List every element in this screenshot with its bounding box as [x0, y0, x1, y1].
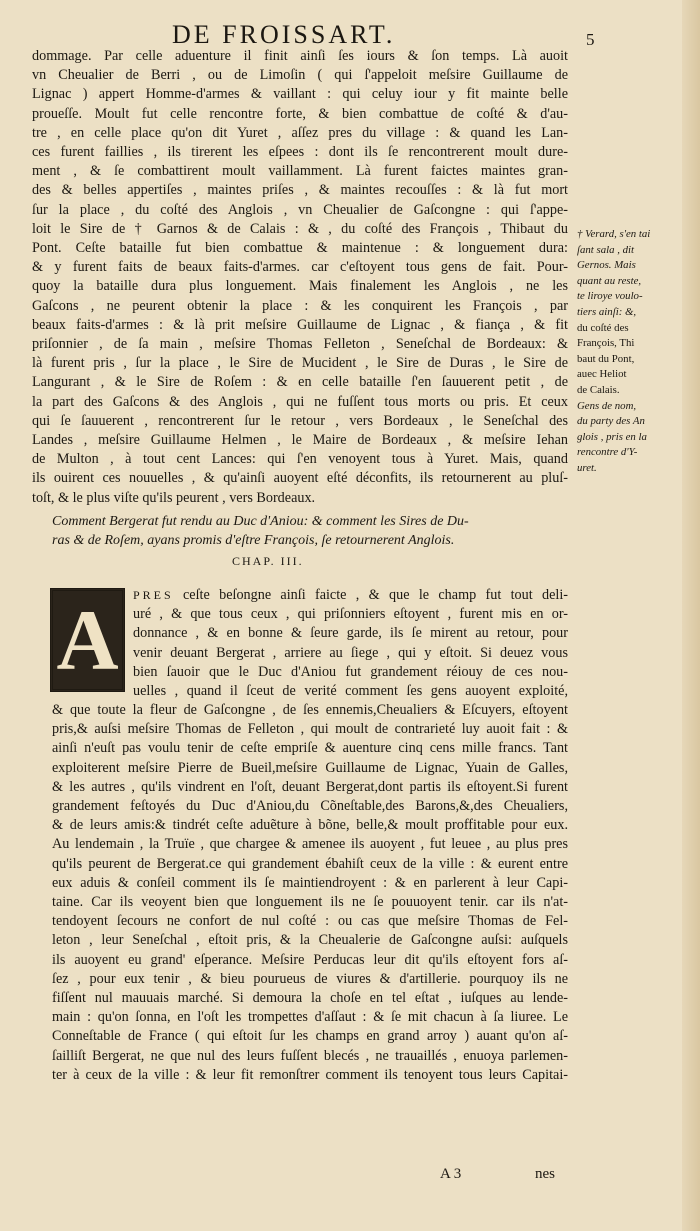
text-line: là furent pris , ſur la place , le Sire de Mucident , le Sire de Duras , le Sire de — [32, 355, 568, 372]
margin-note-line: du coſté des — [577, 321, 629, 334]
text-line: quoy la bataille dura plus longuement. Mais finalement les Anglois , ne les — [32, 278, 568, 295]
text-line: bien ſauoir que le Duc d'Aniou fut grandement réiouy de ces nou- — [133, 663, 568, 680]
text-line: & de leurs amis:& tindrét ceſte aduẽture à bõne, belle,& moult proffitable pour eux. — [52, 817, 568, 834]
text-line: tre , en celle place qu'on dit Yuret , aſſez pres du village : & quand les Lan- — [32, 124, 568, 141]
margin-note-line: quant au reste, — [577, 274, 642, 287]
text-line: & que toute la fleur de Gaſcongne , de ſes ennemis,Cheualiers & Eſcuyers, eſtoyent — [52, 702, 568, 718]
opening-word: PRES — [133, 588, 174, 602]
text-line: de Multon , à tout cent Lances: qui ſ'en venoyent tous à Yuret. Mais, quand — [32, 451, 568, 468]
margin-note — [577, 227, 687, 477]
text-line: beaux faits-d'armes : & là prit meſsire Guillaume de Lignac , & fiança , & fit — [32, 316, 568, 333]
text-line: ils ouirent ces nouuelles , & qu'ainſi auoyent eſté déconfits, ils retournerent au pluſ- — [32, 470, 568, 487]
text-line: venir deuant Bergerat , arriere au ſiege , qui y eſtoit. Si deuez vous — [133, 644, 568, 661]
chapter-heading — [52, 512, 572, 550]
text-line: toſt, & le plus viſte qu'ils peurent , vers Bordeaux. — [32, 489, 316, 506]
margin-note-line: te liroye voulo- — [577, 290, 643, 303]
margin-note-line: † Verard, s'en tai — [577, 228, 651, 240]
chapter-title-line: Comment Bergerat fut rendu au Duc d'Aniou: & comment les Sires de Du- — [52, 514, 469, 529]
margin-note-line: baut du Pont, — [577, 352, 635, 365]
text-line: ment , & ſe combattirent moult vaillamment. Là furent faictes maintes gran- — [32, 163, 568, 180]
text-line: ſailliſt Bergerat, ne que nul des leurs fuſſent bleсés , ne trauaillés , enuoya parlemen- — [52, 1047, 568, 1064]
decorated-initial — [50, 588, 125, 692]
text-line: vn Cheualier de Berri , ou de Limoſin ( qui ſ'appeloit meſsire Guillaume de — [32, 67, 568, 84]
text-line: fiſſent nul mauuais marché. Si demoura la choſe en tel eſtat , iuſques au lende- — [52, 990, 568, 1007]
text-line: exploiterent meſsire Pierre de Bueil,meſsire Guillaume de Lignac, Yuain de Galles, — [52, 759, 568, 776]
margin-note-line: Gens de nom, — [577, 399, 637, 412]
text-line: qui ſe ſauuerent , rencontrerent ſur le retour , vers Bordeaux , le Seneſchal des — [32, 412, 568, 429]
margin-note-line: Gernos. Mais — [577, 259, 636, 272]
text-line: donnance , & en bonne & ſeure garde, ils ſe mirent au retour, pour — [133, 625, 568, 642]
text-line: loit le Sire de † Garnos & de Calais : & , du coſté des François , Thibaut du — [32, 220, 568, 237]
text-line: & y furent faits de beaux faits-d'armes. car c'eſtoyent tous gens de fait. Pour- — [32, 259, 568, 276]
text-line: pris,& auſsi meſsire Thomas de Felleton , qui moult de contrarieté luy auoit fait : & — [52, 721, 568, 738]
text-line: qu'ils peurent de Bergerat.ce qui grandement ébahiſt ceux de la ville : & eurent entre — [52, 855, 568, 872]
line-text: ceſte beſongne ainſi faicte , & que le champ fut tout deli- — [173, 587, 568, 603]
text-line: uelles , quand il ſceut de verité comment ſes gens auoyent exploité, — [133, 683, 568, 700]
margin-note-line: du party des An — [577, 415, 645, 428]
text-line: Pont. Ceſte bataille fut bien combattue & maintenue : & longuement dura: — [32, 240, 568, 257]
page-number: 5 — [586, 30, 595, 49]
text-line: & les autres , qu'ils vindrent en l'oſt, deuant Bergerat,dont partis ils eſtoyent.Si furent — [52, 778, 568, 795]
chapter-title-line: ras & de Roſem, ayans promis d'eſtre François, ſe retournerent Anglois. — [52, 533, 455, 548]
margin-note-line: François, Thi — [577, 337, 635, 350]
text-line — [133, 586, 568, 605]
text-line: ces furent faillies , ils tirerent les eſpees : dont ils ſe rencontrerent moult dure- — [32, 144, 568, 161]
running-head: DE FROISSART. — [172, 20, 396, 49]
paragraph-2-beside-initial — [133, 586, 568, 701]
text-line: dommage. Par celle aduenture il finit ainſi ſes iours & ſon temps. Là auoit — [32, 48, 568, 64]
text-line: tendoyent ſecours ne confort de nul coſté : ou cas que meſsire Thomas de Fel- — [52, 913, 568, 930]
text-line: main : qu'on ſonna, en l'oſt les trompettes d'aſſaut : & ſe mit chacun à ſa liuree. Le — [52, 1009, 568, 1026]
text-line: priſonnier , de ſa main , meſsire Thomas Felleton , Seneſchal de Bordeaux: & — [32, 336, 568, 353]
margin-note-line: glois , pris en la — [577, 430, 647, 443]
text-line: proueſſe. Moult fut celle rencontre forte, & bien combattue de coſté & d'au- — [32, 105, 568, 122]
text-line: Langurant , & le Sire de Roſem : & en celle bataille ſ'en ſauuerent petit , de — [32, 374, 568, 391]
text-line: ter à ceux de la ville : & leur fit remonſtrer comment ils tenoyent tous leurs Capitai- — [52, 1066, 568, 1083]
text-line: Au lendemain , la Truïe , que chargee & amenee ils auoyent , fut leuee , au plus pres — [52, 836, 568, 853]
initial-letter: A — [56, 592, 119, 688]
chapter-number: CHAP. III. — [232, 554, 304, 568]
text-line: Conneſtable de France ( qui eſtoit ſur les champs en grand arroy ) auant qu'on aſ- — [52, 1028, 568, 1045]
text-line: ſur la place , du coſté des Anglois , vn Cheualier de Gaſcongne : qui ſ'appe- — [32, 201, 568, 218]
text-line: ils auoyent eu grand' eſperance. Meſsire Perducas leur dit qu'ils eſtoyent fors aſ- — [52, 951, 568, 968]
signature-mark: A 3 — [440, 1166, 462, 1182]
page-edge — [682, 0, 700, 1231]
margin-note-line: rencontre d'Y- — [577, 446, 638, 459]
margin-note-line: auec Heliot — [577, 368, 627, 381]
text-line: Gaſcons , ne peurent obtenir la place : & les conquirent les François , par — [32, 297, 568, 314]
text-line: Landes , meſsire Guillaume Helmen , le Maire de Bordeaux , & meſsire Iehan — [32, 432, 568, 449]
text-line: ainſi n'euſt pas voulu tenir de ceſte empriſe & auenture cinq cens mille francs. Tant — [52, 740, 568, 757]
margin-note-line: de Calais. — [577, 383, 620, 396]
text-line: eux aduis & conſeil comment ils ſe maintiendroyent : & en parlerent à leur Capi- — [52, 874, 568, 891]
text-line: leton , leur Seneſchal , eſtoit pris, & la Cheualerie de Gaſcongne auſsi: auſquels — [52, 932, 568, 949]
text-line: Lignac ) appert Homme-d'armes & vaillant : qui celuy iour y fit mainte belle — [32, 86, 568, 103]
text-line: taine. Car ils veoyent bien que longuement ils ne ſe pouuoyent tenir. car ils n'at- — [52, 894, 568, 911]
margin-note-line: ſant sala , dit — [577, 243, 634, 256]
paragraph-1 — [32, 47, 568, 508]
paragraph-2 — [52, 701, 568, 1085]
text-line: grandement feſtoyés du Duc d'Aniou,du Cõneſtable,des Barons,&,des Cheualiers, — [52, 798, 568, 815]
margin-note-line: uret. — [577, 461, 597, 474]
margin-note-line: tiers ainſi: &, — [577, 305, 637, 318]
catchword: nes — [535, 1166, 555, 1182]
text-line: la part des Gaſcons & des Anglois , qui ne fuſſent tous morts ou pris. Et ceux — [32, 393, 568, 410]
text-line: uré , & que tous ceux , qui priſonniers eſtoyent , furent mis en or- — [133, 606, 568, 623]
text-line: ſez , pour eux tenir , & bieu pourueus de viures & d'artillerie. pourquoy ils ne — [52, 970, 568, 987]
text-line: des & belles appertiſes , maintes priſes , & maintes recouſſes : & là fut mort — [32, 182, 568, 199]
